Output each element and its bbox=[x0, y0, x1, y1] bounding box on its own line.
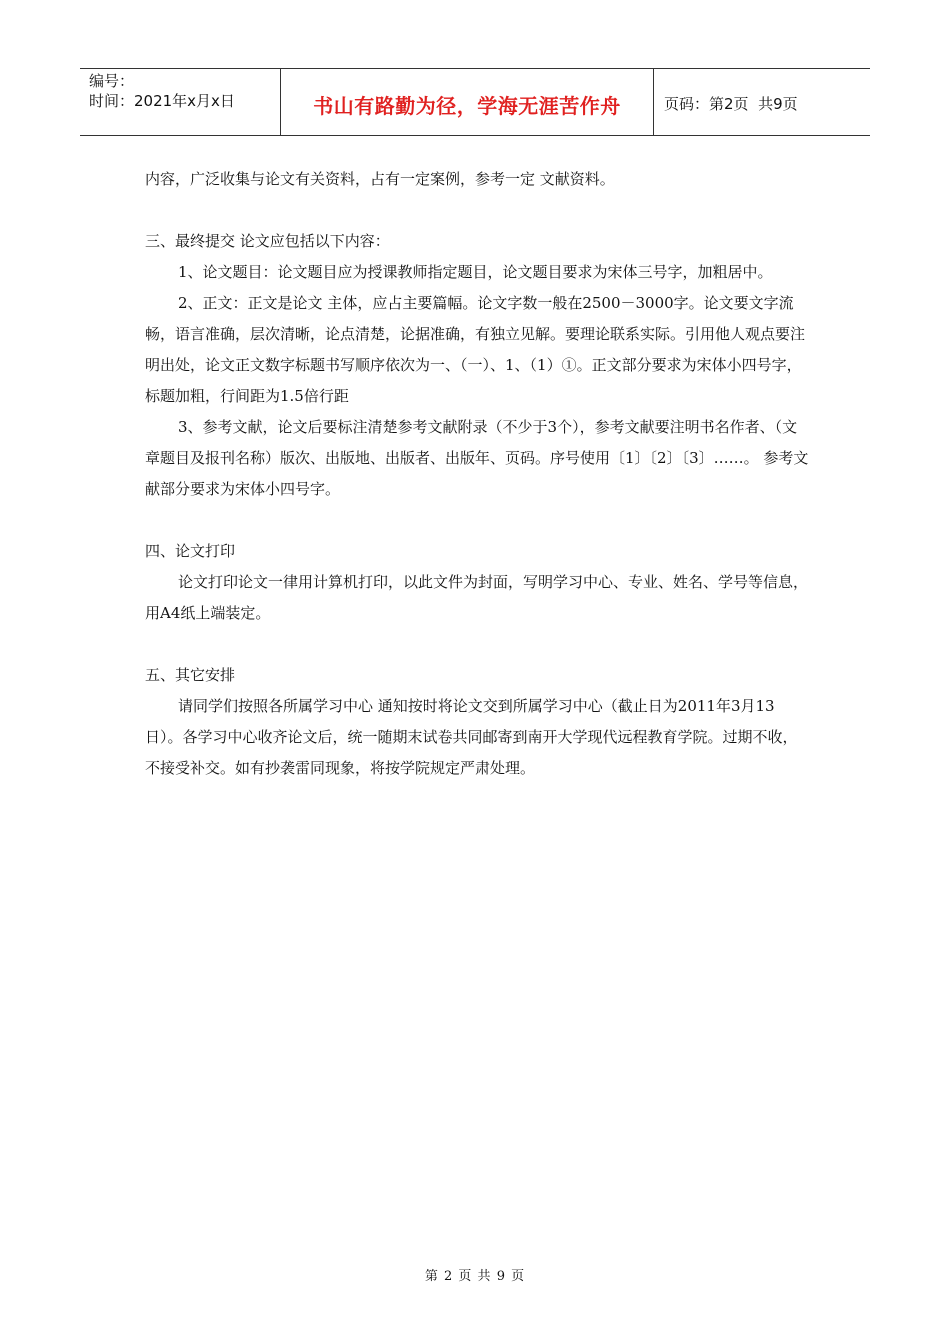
header-slogan: 书山有路勤为径，学海无涯苦作舟 bbox=[313, 93, 621, 118]
paragraph-main-text-requirement: 2、正文：正文是论文 主体，应占主要篇幅。论文字数一般在2500－3000字。论文要文字流畅，语言准确，层次清晰，论点清楚，论据准确，有独立见解。要理论联系实际。引用他人观点要注明出处，论文正文数字标题书写顺序依次为一、（一）、1、（1）①。正文部分要求为宋体小四号字，标题加粗，行间距为1.5倍行距 bbox=[145, 294, 806, 405]
paragraph-title-requirement: 1、论文题目：论文题目应为授课教师指定题目，论文题目要求为宋体三号字，加粗居中。 bbox=[178, 263, 773, 281]
document-header bbox=[80, 68, 870, 136]
section-heading-submission: 三、最终提交 论文应包括以下内容： bbox=[145, 232, 390, 250]
header-page-info: 页码：第2页 共9页 bbox=[664, 94, 798, 113]
paragraph-references-requirement: 3、参考文献，论文后要标注清楚参考文献附录（不少于3个），参考文献要注明书名作者、（文章题目及报刊名称）版次、出版地、出版者、出版年、页码。序号使用〔1〕〔2〕〔3〕……。 参考文献部分要求为宋体小四号字。 bbox=[145, 418, 809, 498]
document-body bbox=[145, 164, 810, 784]
paragraph-other-arrangements: 请同学们按照各所属学习中心 通知按时将论文交到所属学习中心（截止日为2011年3月13日）。各学习中心收齐论文后，统一随期末试卷共同邮寄到南开大学现代远程教育学院。过期不收， 不接受补交。如有抄袭雷同现象，将按学院规定严肃处理。 bbox=[145, 697, 798, 777]
header-slogan-cell bbox=[281, 69, 654, 135]
paragraph-printing: 论文打印论文一律用计算机打印，以此文件为封面，写明学习中心、专业、姓名、学号等信息，用A4纸上端装定。 bbox=[145, 573, 809, 622]
time-label: 时间：2021年x月x日 bbox=[89, 92, 235, 110]
header-page-cell bbox=[654, 69, 870, 135]
header-meta-cell bbox=[80, 69, 281, 135]
section-heading-other: 五、其它安排 bbox=[145, 666, 236, 684]
page-footer-number: 第 2 页 共 9 页 bbox=[424, 1269, 526, 1284]
body-paragraph-continuation: 内容，广泛收集与论文有关资料，占有一定案例，参考一定 文献资料。 bbox=[145, 170, 615, 188]
section-heading-printing: 四、论文打印 bbox=[145, 542, 236, 560]
number-label: 编号： bbox=[89, 72, 135, 90]
